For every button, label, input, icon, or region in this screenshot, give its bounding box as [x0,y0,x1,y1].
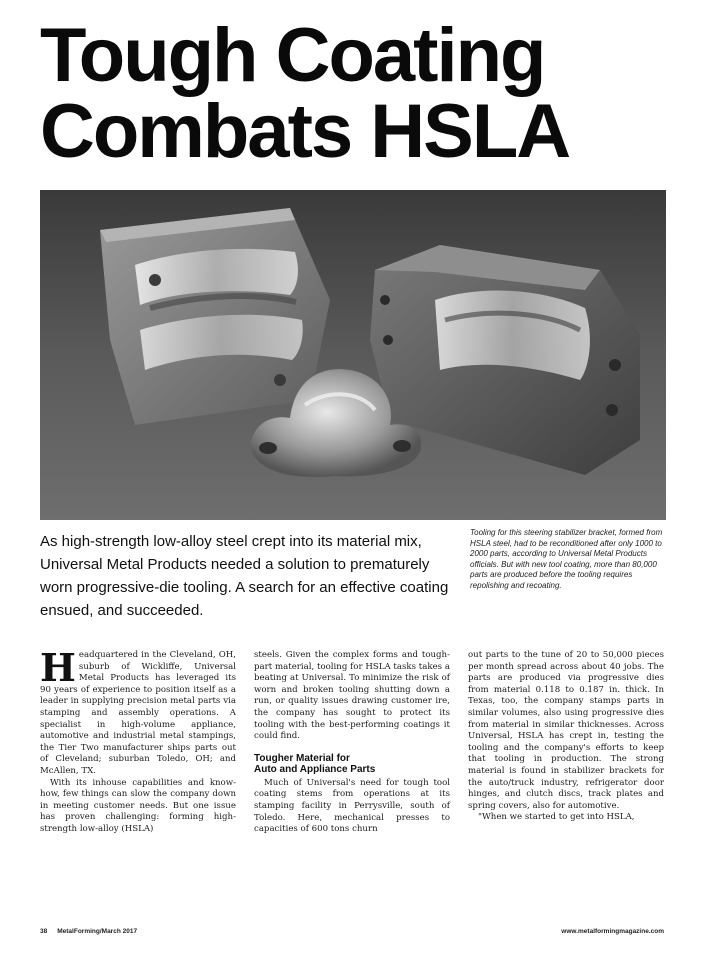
article-deck: As high-strength low-alloy steel crept into its material mix, Universal Metal Products needed a solution to prematurely worn progressive-die tooling. A search for an effective coating ensued, and succeeded. [40,533,449,619]
body-paragraph: Much of Universal's need for tough tool coating stems from operations at its stamping facility in Perrysville, south of Toledo. Here, mechanical presses to capacities of 600 tons churn [254,777,450,835]
article-title [40,13,680,174]
subhead-line-2: Auto and Appliance Parts [254,764,376,776]
title-line-2: Combats HSLA [40,89,570,174]
paragraph-text: eadquartered in the Cleveland, OH, suburb of Wickliffe, Universal Metal Products has leveraged its 90 years of experience to position itself as a leader in supplying precision metal parts via stamping and assembly operations. A specialist in high-volume appliance, automotive and industrial metal stampings, the Tier Two manufacturer ships parts out of Cleveland; suburban Toledo, OH; and McAllen, TX. [40,650,236,776]
section-subhead [254,753,450,776]
photo-caption: Tooling for this steering stabilizer bracket, formed from HSLA steel, had to be reconditioned after only 1000 to 2000 parts, according to Universal Metal Products officials. But with new tool coating, more than 80,000 parts are produced before the tooling requires repolishing and recoating. [470,528,663,590]
title-line-1: Tough Coating [40,13,545,98]
footer-url: www.metalformingmagazine.com [561,928,664,935]
body-paragraph [40,645,236,778]
body-paragraph: "When we started to get into HSLA, [478,812,635,823]
page-number: 38 [40,928,48,935]
body-column-3 [468,650,664,824]
body-paragraph: out parts to the tune of 20 to 50,000 pieces per month spread across about 40 jobs. The parts are produced via progressive dies from material 0.118 to 0.187 in. thick. In Texas, too, the company stamps parts in similar volumes, also using progressive dies from material in similar thicknesses. Across Universal, HSLA has crept in, testing the tooling and the company's efforts to keep that tooling in production. The strong material is found in stabilizer brackets for the auto/truck industry, refrigerator door hinges, and clutch discs, track plates and spring covers, also for automotive. [468,650,664,811]
article-photo [40,190,666,520]
drop-cap: H [40,645,76,690]
footer-left [40,928,147,935]
body-column-1 [40,645,236,836]
body-paragraph: steels. Given the complex forms and tough-part material, tooling for HSLA tasks takes a beating at Universal. To minimize the risk of worn and broken tooling shutting down a run, or quality issues drawing customer ire, the company has sought to protect its tooling with the best-performing coatings it could find. [254,650,450,742]
magazine-issue: MetalForming/March 2017 [57,928,138,935]
subhead-line-1: Tougher Material for [254,752,350,764]
tooling-photo-illustration [40,190,666,520]
body-paragraph: With its inhouse capabilities and know-how, few things can slow the company down in meeting customer needs. But one issue has proven challenging: forming high-strength low-alloy (HSLA) [40,777,236,834]
body-column-2 [254,650,450,836]
